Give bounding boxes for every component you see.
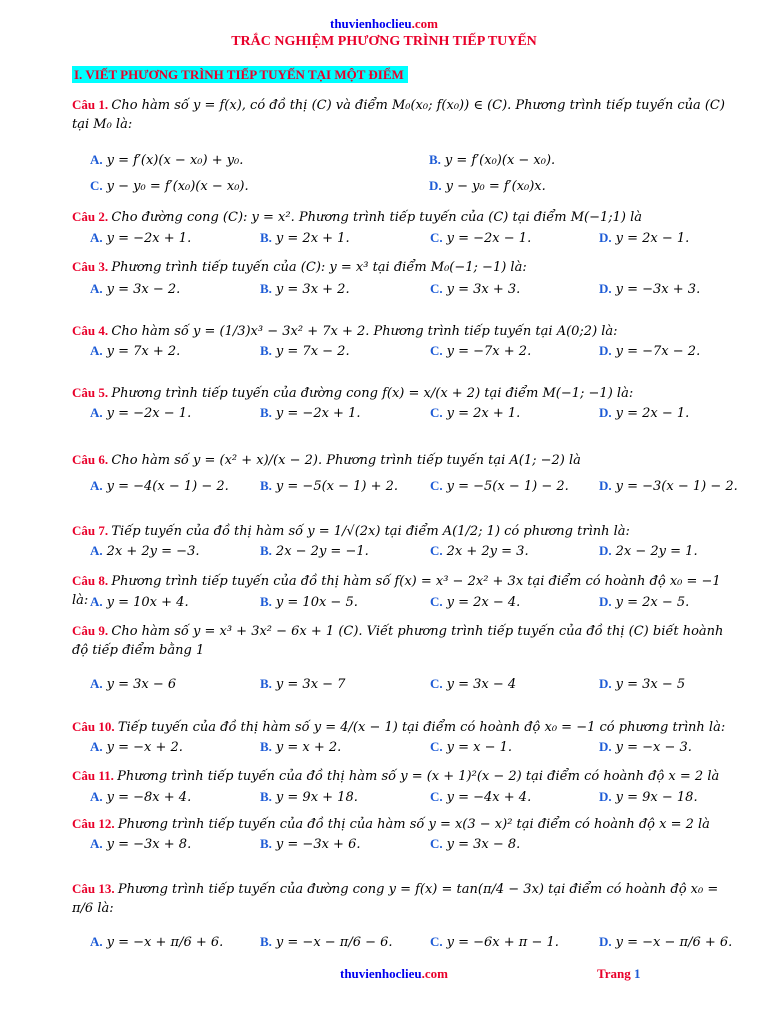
option-c[interactable]: C. y − y₀ = f′(x₀)(x − x₀).: [90, 178, 249, 194]
options-q6: [90, 478, 740, 496]
option-a[interactable]: A. y = 3x − 6: [90, 676, 177, 692]
option-a[interactable]: A. 2x + 2y = −3.: [90, 543, 200, 559]
option-d[interactable]: D. y = 2x − 1.: [599, 230, 690, 246]
option-c[interactable]: C. y = −4x + 4.: [430, 789, 532, 805]
option-c[interactable]: C. y = 3x − 8.: [430, 836, 521, 852]
question-2: Câu 2. Cho đường cong (C): y = x². Phương trình tiếp tuyến của (C) tại điểm M(−1;1) là: [72, 209, 643, 225]
question-12: Câu 12. Phương trình tiếp tuyến của đồ thị của hàm số y = x(3 − x)² tại điểm có hoành độ x = 2 là: [72, 816, 710, 832]
options-q13: [90, 934, 740, 952]
option-d[interactable]: D. y = −7x − 2.: [599, 343, 701, 359]
option-b[interactable]: B. y = 3x + 2.: [260, 281, 350, 297]
options-q4: [90, 343, 740, 361]
option-d[interactable]: D. y = 2x − 1.: [599, 405, 690, 421]
option-a[interactable]: A. y = −2x − 1.: [90, 405, 192, 421]
option-b[interactable]: B. y = 2x + 1.: [260, 230, 350, 246]
option-c[interactable]: C. y = x − 1.: [430, 739, 513, 755]
options-q10: [90, 739, 740, 757]
question-4: Câu 4. Cho hàm số y = (1/3)x³ − 3x² + 7x + 2. Phương trình tiếp tuyến tại A(0;2) là:: [72, 323, 618, 339]
question-10: Câu 10. Tiếp tuyến của đồ thị hàm số y = 4/(x − 1) tại điểm có hoành độ x₀ = −1 có phương trình là:: [72, 719, 726, 735]
document-title: TRẮC NGHIỆM PHƯƠNG TRÌNH TIẾP TUYẾN: [231, 34, 537, 49]
option-a[interactable]: A. y = −x + 2.: [90, 739, 183, 755]
option-b[interactable]: B. y = 10x − 5.: [260, 594, 358, 610]
option-c[interactable]: C. y = −7x + 2.: [430, 343, 532, 359]
options-q5: [90, 405, 740, 423]
question-13: Câu 13. Phương trình tiếp tuyến của đường cong y = f(x) = tan(π/4 − 3x) tại điểm có hoành độ x₀ = π/6 là:: [72, 881, 719, 916]
options-q1-row1: [90, 152, 740, 170]
question-1: Câu 1. Cho hàm số y = f(x), có đồ thị (C) và điểm M₀(x₀; f(x₀)) ∈ (C). Phương trình tiếp tuyến của (C) tại M₀ là:: [72, 97, 725, 132]
options-q12: [90, 836, 740, 854]
option-b[interactable]: B. y = 7x − 2.: [260, 343, 350, 359]
options-q7: [90, 543, 740, 561]
options-q8: [90, 594, 740, 612]
option-a[interactable]: A. y = −4(x − 1) − 2.: [90, 478, 229, 494]
question-3: Câu 3. Phương trình tiếp tuyến của (C): y = x³ tại điểm M₀(−1; −1) là:: [72, 259, 527, 275]
option-c[interactable]: C. y = −5(x − 1) − 2.: [430, 478, 569, 494]
option-a[interactable]: A. y = f′(x)(x − x₀) + y₀.: [90, 152, 244, 168]
option-d[interactable]: D. y = 3x − 5: [599, 676, 686, 692]
section-heading: I. VIẾT PHƯƠNG TRÌNH TIẾP TUYẾN TẠI MỘT ĐIỂM: [72, 66, 408, 83]
option-c[interactable]: C. y = 3x + 3.: [430, 281, 521, 297]
question-11: Câu 11. Phương trình tiếp tuyến của đồ thị hàm số y = (x + 1)²(x − 2) tại điểm có hoành độ x = 2 là: [72, 768, 720, 784]
option-d[interactable]: D. y = 2x − 5.: [599, 594, 690, 610]
option-c[interactable]: C. 2x + 2y = 3.: [430, 543, 529, 559]
option-a[interactable]: A. y = 10x + 4.: [90, 594, 189, 610]
options-q9: [90, 676, 740, 694]
option-d[interactable]: D. y = −x − 3.: [599, 739, 692, 755]
question-5: Câu 5. Phương trình tiếp tuyến của đường cong f(x) = x/(x + 2) tại điểm M(−1; −1) là:: [72, 385, 634, 401]
options-q2: [90, 230, 740, 248]
footer-site-name: thuvienhoclieu.com: [340, 966, 448, 981]
option-b[interactable]: B. y = 3x − 7: [260, 676, 346, 692]
option-c[interactable]: C. y = −6x + π − 1.: [430, 934, 559, 950]
option-b[interactable]: B. y = −3x + 6.: [260, 836, 361, 852]
question-8: Câu 8. Phương trình tiếp tuyến của đồ thị hàm số f(x) = x³ − 2x² + 3x tại điểm có hoành độ x₀ = −1 là:: [72, 573, 721, 608]
option-b[interactable]: B. y = f′(x₀)(x − x₀).: [429, 152, 556, 168]
option-a[interactable]: A. y = −2x + 1.: [90, 230, 192, 246]
option-c[interactable]: C. y = −2x − 1.: [430, 230, 532, 246]
option-c[interactable]: C. y = 2x − 4.: [430, 594, 521, 610]
option-a[interactable]: A. y = 7x + 2.: [90, 343, 181, 359]
question-7: Câu 7. Tiếp tuyến của đồ thị hàm số y = 1/√(2x) tại điểm A(1/2; 1) có phương trình là:: [72, 523, 630, 539]
option-d[interactable]: D. y − y₀ = f′(x₀)x.: [429, 178, 546, 194]
option-b[interactable]: B. y = −5(x − 1) + 2.: [260, 478, 399, 494]
option-d[interactable]: D. y = −3(x − 1) − 2.: [599, 478, 738, 494]
option-d[interactable]: D. y = 9x − 18.: [599, 789, 698, 805]
option-b[interactable]: B. y = −x − π/6 − 6.: [260, 934, 393, 950]
option-a[interactable]: A. y = −3x + 8.: [90, 836, 192, 852]
options-q3: [90, 281, 740, 299]
option-b[interactable]: B. 2x − 2y = −1.: [260, 543, 369, 559]
option-a[interactable]: A. y = −8x + 4.: [90, 789, 192, 805]
option-c[interactable]: C. y = 2x + 1.: [430, 405, 521, 421]
option-b[interactable]: B. y = 9x + 18.: [260, 789, 358, 805]
site-name: thuvienhoclieu.com: [330, 16, 438, 31]
option-d[interactable]: D. 2x − 2y = 1.: [599, 543, 698, 559]
page-number: Trang 1: [597, 966, 641, 981]
options-q1-row2: [90, 178, 740, 196]
option-d[interactable]: D. y = −x − π/6 + 6.: [599, 934, 733, 950]
option-c[interactable]: C. y = 3x − 4: [430, 676, 517, 692]
question-6: Câu 6. Cho hàm số y = (x² + x)/(x − 2). Phương trình tiếp tuyến tại A(1; −2) là: [72, 452, 581, 468]
option-d[interactable]: D. y = −3x + 3.: [599, 281, 701, 297]
option-b[interactable]: B. y = x + 2.: [260, 739, 342, 755]
question-9: Câu 9. Cho hàm số y = x³ + 3x² − 6x + 1 (C). Viết phương trình tiếp tuyến của đồ thị (C) biết hoành độ tiếp điểm bằng 1: [72, 623, 724, 658]
option-a[interactable]: A. y = −x + π/6 + 6.: [90, 934, 224, 950]
option-a[interactable]: A. y = 3x − 2.: [90, 281, 181, 297]
option-b[interactable]: B. y = −2x + 1.: [260, 405, 361, 421]
options-q11: [90, 789, 740, 807]
